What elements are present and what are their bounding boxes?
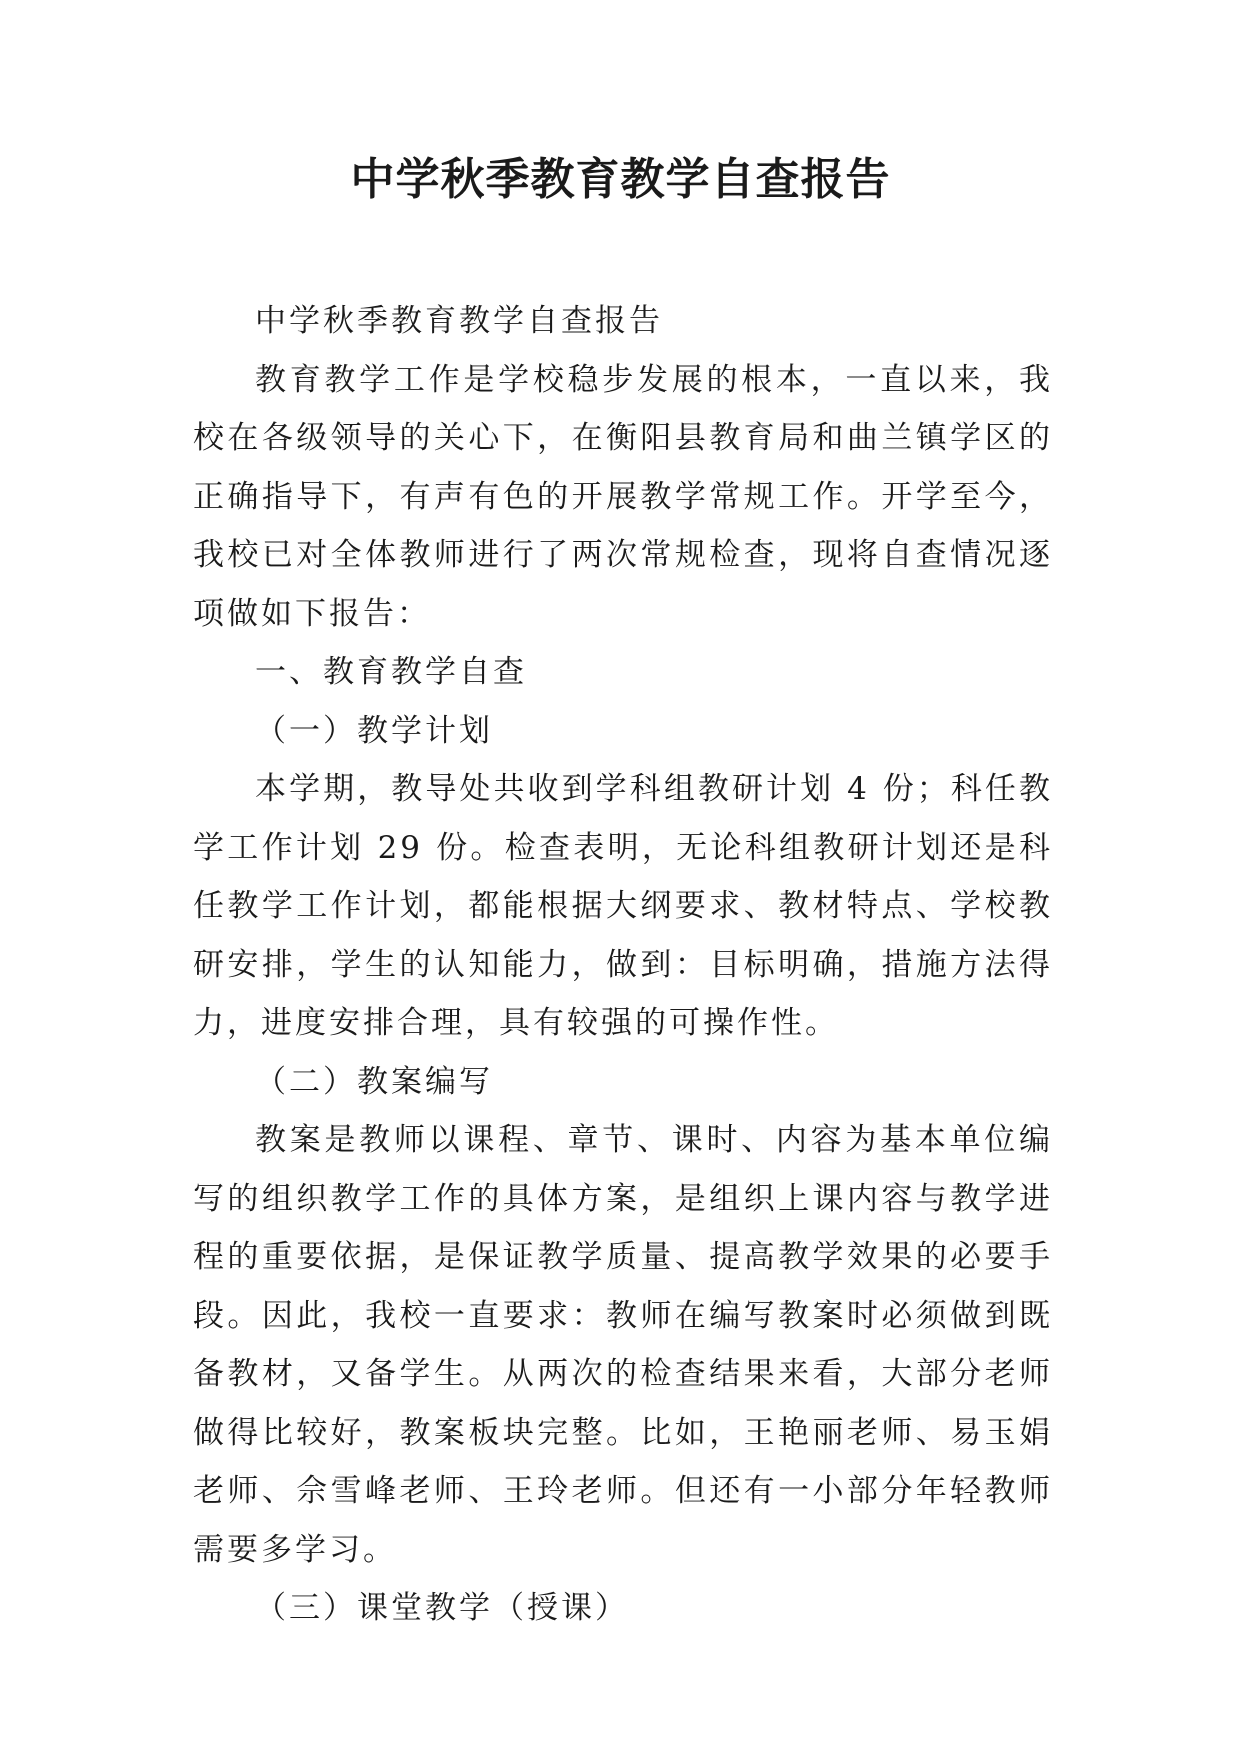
document-body: [193, 292, 1053, 1638]
subsection-heading-lesson-plan: （二）教案编写: [255, 1063, 493, 1100]
subsection-heading-classroom-teaching: （三）课堂教学（授课）: [255, 1590, 629, 1626]
paragraph-subtitle: 中学秋季教育教学自查报告: [255, 303, 663, 339]
document-title: 中学秋季教育教学自查报告: [350, 154, 891, 205]
paragraph-intro: 教育教学工作是学校稳步发展的根本，一直以来，我校在各级领导的关心下，在衡阳县教育局和曲兰镇学区的正确指导下，有声有色的开展教学常规工作。开学至今，我校已对全体教师进行了两次常规检查，现将自查情况逐项做如下报告：: [193, 361, 1053, 632]
subsection-heading-teaching-plan: （一）教学计划: [255, 712, 493, 749]
paragraph-lesson-plan: 教案是教师以课程、章节、课时、内容为基本单位编写的组织教学工作的具体方案，是组织上课内容与教学进程的重要依据，是保证教学质量、提高教学效果的必要手段。因此，我校一直要求：教师在编写教案时必须做到既备教材，又备学生。从两次的检查结果来看，大部分老师做得比较好，教案板块完整。比如，王艳丽老师、易玉娟老师、佘雪峰老师、王玲老师。但还有一小部分年轻教师需要多学习。: [193, 1122, 1053, 1568]
section-heading-self-check: 一、教育教学自查: [255, 654, 527, 690]
paragraph-teaching-plan: 本学期，教导处共收到学科组教研计划 4 份；科任教学工作计划 29 份。检查表明，无论科组教研计划还是科任教学工作计划，都能根据大纲要求、教材特点、学校教研安排，学生的认知能力，做到：目标明确，措施方法得力，进度安排合理，具有较强的可操作性。: [193, 771, 1053, 1041]
